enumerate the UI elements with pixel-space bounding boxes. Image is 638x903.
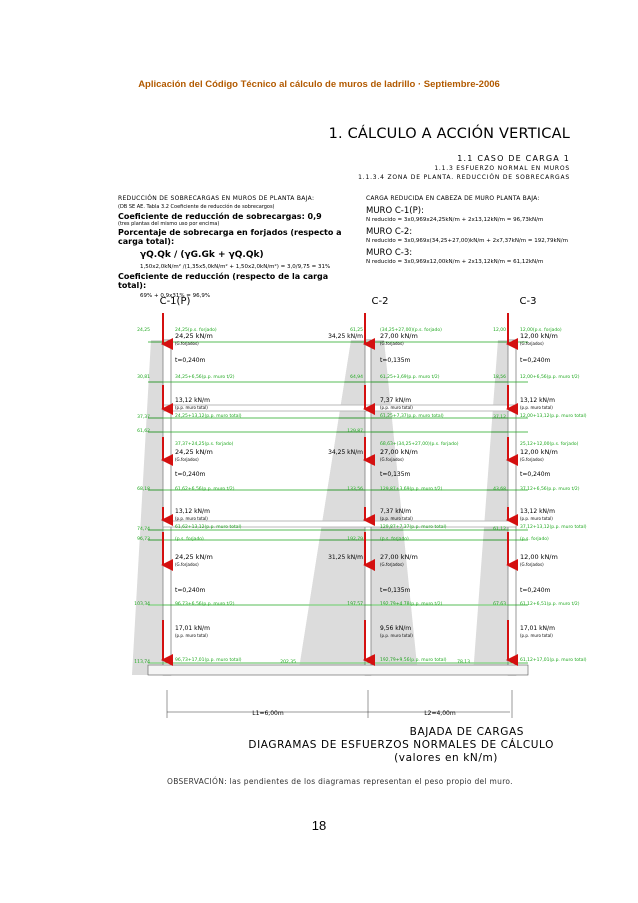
section-title-block xyxy=(329,126,570,181)
wall-c3 xyxy=(508,340,516,675)
base-wall-label-c1: (p.p. muro total) xyxy=(175,633,208,638)
coef-note: (tres plantas del mismo uso por encima) xyxy=(118,221,220,227)
base-wall-label-c3: (p.p. muro total) xyxy=(520,633,553,638)
floor-load-c1-floor-2: 24,25 kN/m xyxy=(175,448,213,456)
floor-load-c2-floor-3: 27,00 kN/m xyxy=(380,553,418,561)
floor-load-label-c3-floor-1: (G.forjados) xyxy=(520,341,544,346)
floor-load-label-c3-floor-2: (G.forjados) xyxy=(520,457,544,462)
right-value-floor-2-1: 43,68 xyxy=(493,487,506,492)
base-right-value: 78,13 xyxy=(457,660,470,665)
wall-weight-label-c1-floor-2: (p.p. muro total) xyxy=(175,405,208,410)
reduction-heading: REDUCCIÓN DE SOBRECARGAS EN MUROS DE PLANTA BAJA: xyxy=(118,195,315,202)
left-value-floor-1-0: 24,25 xyxy=(137,328,150,333)
diagram-c3 xyxy=(473,340,508,675)
floor-load-c3-floor-2: 12,00 kN/m xyxy=(520,448,558,456)
wall-mid-load-c3-floor-2: 37,12+6,56(p.p. muro t/2) xyxy=(520,487,580,492)
subsection-title: 1.1.3 ESFUERZO NORMAL EN MUROS xyxy=(434,165,570,172)
wall-mid-load-c3-floor-1: 12,00+6,56(p.p. muro t/2) xyxy=(520,375,580,380)
extra-load-c2-floor-1: 34,25 kN/m xyxy=(328,333,363,340)
left-value-floor-1-1: 30,81 xyxy=(137,375,150,380)
slab-load-c3-floor-2: 25,12+12,00(p.s. forjado) xyxy=(520,442,579,447)
coef-title: Coeficiente de reducción de sobrecargas: 0,9 xyxy=(118,212,322,221)
floor-load-c2-floor-2: 27,00 kN/m xyxy=(380,448,418,456)
slab-load-c2-floor-2: 68,63+(34,25+27,00)(p.s. forjado) xyxy=(380,442,459,447)
wall-mid-load-c2-floor-1: 61,25+3,69(p.p. muro t/2) xyxy=(380,375,440,380)
wall-sum-c1-floor-3: 61,62+13,12(p.p. muro total) xyxy=(175,525,242,530)
left-value-floor-3-1: 96,73 xyxy=(137,537,150,542)
column-label-3: C-3 xyxy=(519,296,537,307)
wall-weight-label-c2-floor-2: (p.p. muro total) xyxy=(380,405,413,410)
floor-load-label-c3-floor-3: (G.forjados) xyxy=(520,562,544,567)
extra-load-c2-floor-3: 31,25 kN/m xyxy=(328,554,363,561)
slab-load-c2-floor-3: (p.s. forjado) xyxy=(380,537,409,542)
subsubsection-title: 1.1.3.4 ZONA DE PLANTA. REDUCCIÓN DE SOBRECARGAS xyxy=(358,174,570,181)
wall-sum-c2-floor-3: 129,87+7,37(p.p. muro total) xyxy=(380,525,447,530)
page-number: 18 xyxy=(311,818,327,833)
reduction-ref: (DB SE AE. Tabla 3.2 Coeficiente de reducción de sobrecargos) xyxy=(118,204,275,210)
slab-load-c1-floor-1: 24,25(p.s. forjado) xyxy=(175,328,217,333)
slab-load-c3-floor-3: (p.s. forjado) xyxy=(520,537,549,542)
base-sum-c3: 61,12+17,01(p.p. muro total) xyxy=(520,658,587,663)
diagram-c1 xyxy=(132,340,163,675)
wall-weight-c1-floor-2: 13,12 kN/m xyxy=(175,397,210,404)
base-wall-weight-c1: 17,01 kN/m xyxy=(175,625,210,632)
wall-mid-load-c1-floor-2: 61,62+6,56(p.p. muro t/2) xyxy=(175,487,235,492)
mid-value-floor-1-0: 61,25 xyxy=(350,328,363,333)
base-mid-value: 202,35 xyxy=(280,660,296,665)
wall-mid-load-c1-floor-3: 96,73+6,56(p.p. muro t/2) xyxy=(175,602,235,607)
thickness-c1-floor-3: t=0,240m xyxy=(175,587,206,594)
wall-weight-c2-floor-3: 7,37 kN/m xyxy=(380,508,412,515)
wall-c1-name: MURO C-1(P): xyxy=(366,206,424,216)
thickness-c2-floor-3: t=0,135m xyxy=(380,587,411,594)
wall-c3-name: MURO C-3: xyxy=(366,248,413,258)
base-wall-label-c2: (p.p. muro total) xyxy=(380,633,413,638)
reduction-panel xyxy=(118,195,358,299)
figure-caption xyxy=(248,726,554,764)
floor-load-c2-floor-1: 27,00 kN/m xyxy=(380,332,418,340)
wall-mid-load-c1-floor-1: 34,25+6,56(p.p. muro t/2) xyxy=(175,375,235,380)
percentage-title: Porcentaje de sobrecarga en forjados (respecto a carga total): xyxy=(118,228,342,246)
floor-load-label-c2-floor-2: (G.forjados) xyxy=(380,457,404,462)
thickness-c2-floor-2: t=0,135m xyxy=(380,471,411,478)
caption-line-3: (valores en kN/m) xyxy=(394,752,498,764)
floor-load-label-c2-floor-3: (G.forjados) xyxy=(380,562,404,567)
thickness-c3-floor-1: t=0,240m xyxy=(520,357,551,364)
span-l1: L1=6,00m xyxy=(252,710,284,717)
wall-c3-calc: N reducido = 3x0,969x12,00kN/m + 2x13,12kN/m = 61,12kN/m xyxy=(366,259,544,265)
base-wall-weight-c3: 17,01 kN/m xyxy=(520,625,555,632)
wall-weight-label-c2-floor-3: (p.p. muro total) xyxy=(380,516,413,521)
dimension-line xyxy=(167,690,512,718)
wall-mid-load-c2-floor-3: 192,79+4,78(p.p. muro t/2) xyxy=(380,602,443,607)
main-title: 1. CÁLCULO A ACCIÓN VERTICAL xyxy=(328,126,570,142)
slab-load-c2-floor-1: (34,25+27,00)(p.s. forjado) xyxy=(380,328,442,333)
right-value-floor-3-0: 61,12 xyxy=(493,527,506,532)
load-formula: γQ.Qk / (γG.Gk + γQ.Qk) xyxy=(140,250,264,260)
document-header: Aplicación del Código Técnico al cálculo de muros de ladrillo · Septiembre-2006 xyxy=(138,79,500,90)
wall-c2-name: MURO C-2: xyxy=(366,227,413,237)
wall-sum-c3-floor-2: 12,00+13,12(p.p. muro total) xyxy=(520,414,587,419)
diagram-c2-left xyxy=(298,340,365,675)
floor-load-label-c1-floor-2: (G.forjados) xyxy=(175,457,199,462)
wall-weight-c1-floor-3: 13,12 kN/m xyxy=(175,508,210,515)
wall-c1 xyxy=(163,340,171,675)
wall-c1-calc: N reducido = 3x0,969x24,25kN/m + 2x13,12kN/m = 96,73kN/m xyxy=(366,217,544,223)
wall-mid-load-c2-floor-2: 129,87+3,69(p.p. muro t/2) xyxy=(380,487,443,492)
percentage-calc: 1,50x2,0kN/m² /(1,35x5,0kN/m² + 1,50x2,0kN/m²) = 3,0/9,75 = 31% xyxy=(140,264,331,270)
floor-load-label-c1-floor-3: (G.forjados) xyxy=(175,562,199,567)
wall-weight-label-c1-floor-3: (p.p. muro total) xyxy=(175,516,208,521)
column-label-2: C-2 xyxy=(371,296,389,307)
slab-load-c1-floor-3: (p.s. forjado) xyxy=(175,537,204,542)
base-sum-c2: 192,79+9,56(p.p. muro total) xyxy=(380,658,447,663)
base-wall-weight-c2: 9,56 kN/m xyxy=(380,625,412,632)
thickness-c3-floor-2: t=0,240m xyxy=(520,471,551,478)
slab-load-c3-floor-1: 12,00(p.s. forjado) xyxy=(520,328,562,333)
left-value-floor-3-2: 103,34 xyxy=(134,602,150,607)
floor-load-c3-floor-1: 12,00 kN/m xyxy=(520,332,558,340)
column-label-1: C-1(P) xyxy=(159,296,191,307)
wall-weight-label-c3-floor-3: (p.p. muro total) xyxy=(520,516,553,521)
thickness-c3-floor-3: t=0,240m xyxy=(520,587,551,594)
mid-value-floor-1-1: 64,94 xyxy=(350,375,363,380)
slab-load-c1-floor-2: 37,37+24,25(p.s. forjado) xyxy=(175,442,234,447)
right-value-floor-2-0: 37,12 xyxy=(493,415,506,420)
floor-load-c1-floor-3: 24,25 kN/m xyxy=(175,553,213,561)
left-value-floor-2-0: 37,37 xyxy=(137,415,150,420)
span-l2: L2=4,00m xyxy=(424,710,456,717)
reduction-calc: 69% + 0,9x31% = 96,9% xyxy=(140,293,211,299)
wall-weight-label-c3-floor-2: (p.p. muro total) xyxy=(520,405,553,410)
thickness-c2-floor-1: t=0,135m xyxy=(380,357,411,364)
mid-value-floor-2-1: 133,56 xyxy=(347,487,363,492)
wall-weight-c2-floor-2: 7,37 kN/m xyxy=(380,397,412,404)
right-value-floor-1-1: 18,56 xyxy=(493,375,506,380)
floor-load-label-c1-floor-1: (G.forjados) xyxy=(175,341,199,346)
wall-sum-c3-floor-3: 37,12+13,12(p.p. muro total) xyxy=(520,525,587,530)
caption-line-1: BAJADA DE CARGAS xyxy=(409,726,524,738)
wall-sum-c1-floor-2: 24,25+13,12(p.p. muro total) xyxy=(175,414,242,419)
mid-value-floor-3-1: 197,57 xyxy=(347,602,363,607)
observation-note: OBSERVACIÓN: las pendientes de los diagramas representan el peso propio del muro. xyxy=(167,777,513,786)
reduction-title: Coeficiente de reducción (respecto de la carga total): xyxy=(118,272,329,290)
thickness-c1-floor-1: t=0,240m xyxy=(175,357,206,364)
wall-sum-c2-floor-2: 61,25+7,37(p.p. muro total) xyxy=(380,414,444,419)
reduced-load-heading: CARGA REDUCIDA EN CABEZA DE MURO PLANTA BAJA: xyxy=(366,195,540,202)
thickness-c1-floor-2: t=0,240m xyxy=(175,471,206,478)
wall-weight-c3-floor-3: 13,12 kN/m xyxy=(520,508,555,515)
base-left-value: 113,74 xyxy=(134,660,150,665)
load-diagram xyxy=(118,290,587,730)
mid-value-floor-2-0: 129,87 xyxy=(347,429,363,434)
case-title: 1.1 CASO DE CARGA 1 xyxy=(457,154,570,163)
wall-mid-load-c3-floor-3: 61,12+6,51(p.p. muro t/2) xyxy=(520,602,580,607)
left-value-floor-2-1: 61,62 xyxy=(137,429,150,434)
floor-load-c1-floor-1: 24,25 kN/m xyxy=(175,332,213,340)
extra-load-c2-floor-2: 34,25 kN/m xyxy=(328,449,363,456)
left-value-floor-3-0: 74,74 xyxy=(137,527,150,532)
floor-load-c3-floor-3: 12,00 kN/m xyxy=(520,553,558,561)
right-value-floor-1-0: 12,00 xyxy=(493,328,506,333)
foundation xyxy=(148,665,528,675)
caption-line-2: DIAGRAMAS DE ESFUERZOS NORMALES DE CÁLCULO xyxy=(248,739,554,751)
floor-slab-1 xyxy=(163,405,516,411)
mid-value-floor-3-0: 192,79 xyxy=(347,537,363,542)
wall-c2-calc: N reducido = 3x0,969x(34,25+27,00)kN/m + 2x7,37kN/m = 192,79kN/m xyxy=(366,238,569,244)
base-sum-c1: 96,73+17,01(p.p. muro total) xyxy=(175,658,242,663)
wall-weight-c3-floor-2: 13,12 kN/m xyxy=(520,397,555,404)
left-value-floor-2-2: 68,18 xyxy=(137,487,150,492)
floor-load-label-c2-floor-1: (G.forjados) xyxy=(380,341,404,346)
reduced-load-panel xyxy=(366,195,576,265)
right-value-floor-3-1: 67,63 xyxy=(493,602,506,607)
